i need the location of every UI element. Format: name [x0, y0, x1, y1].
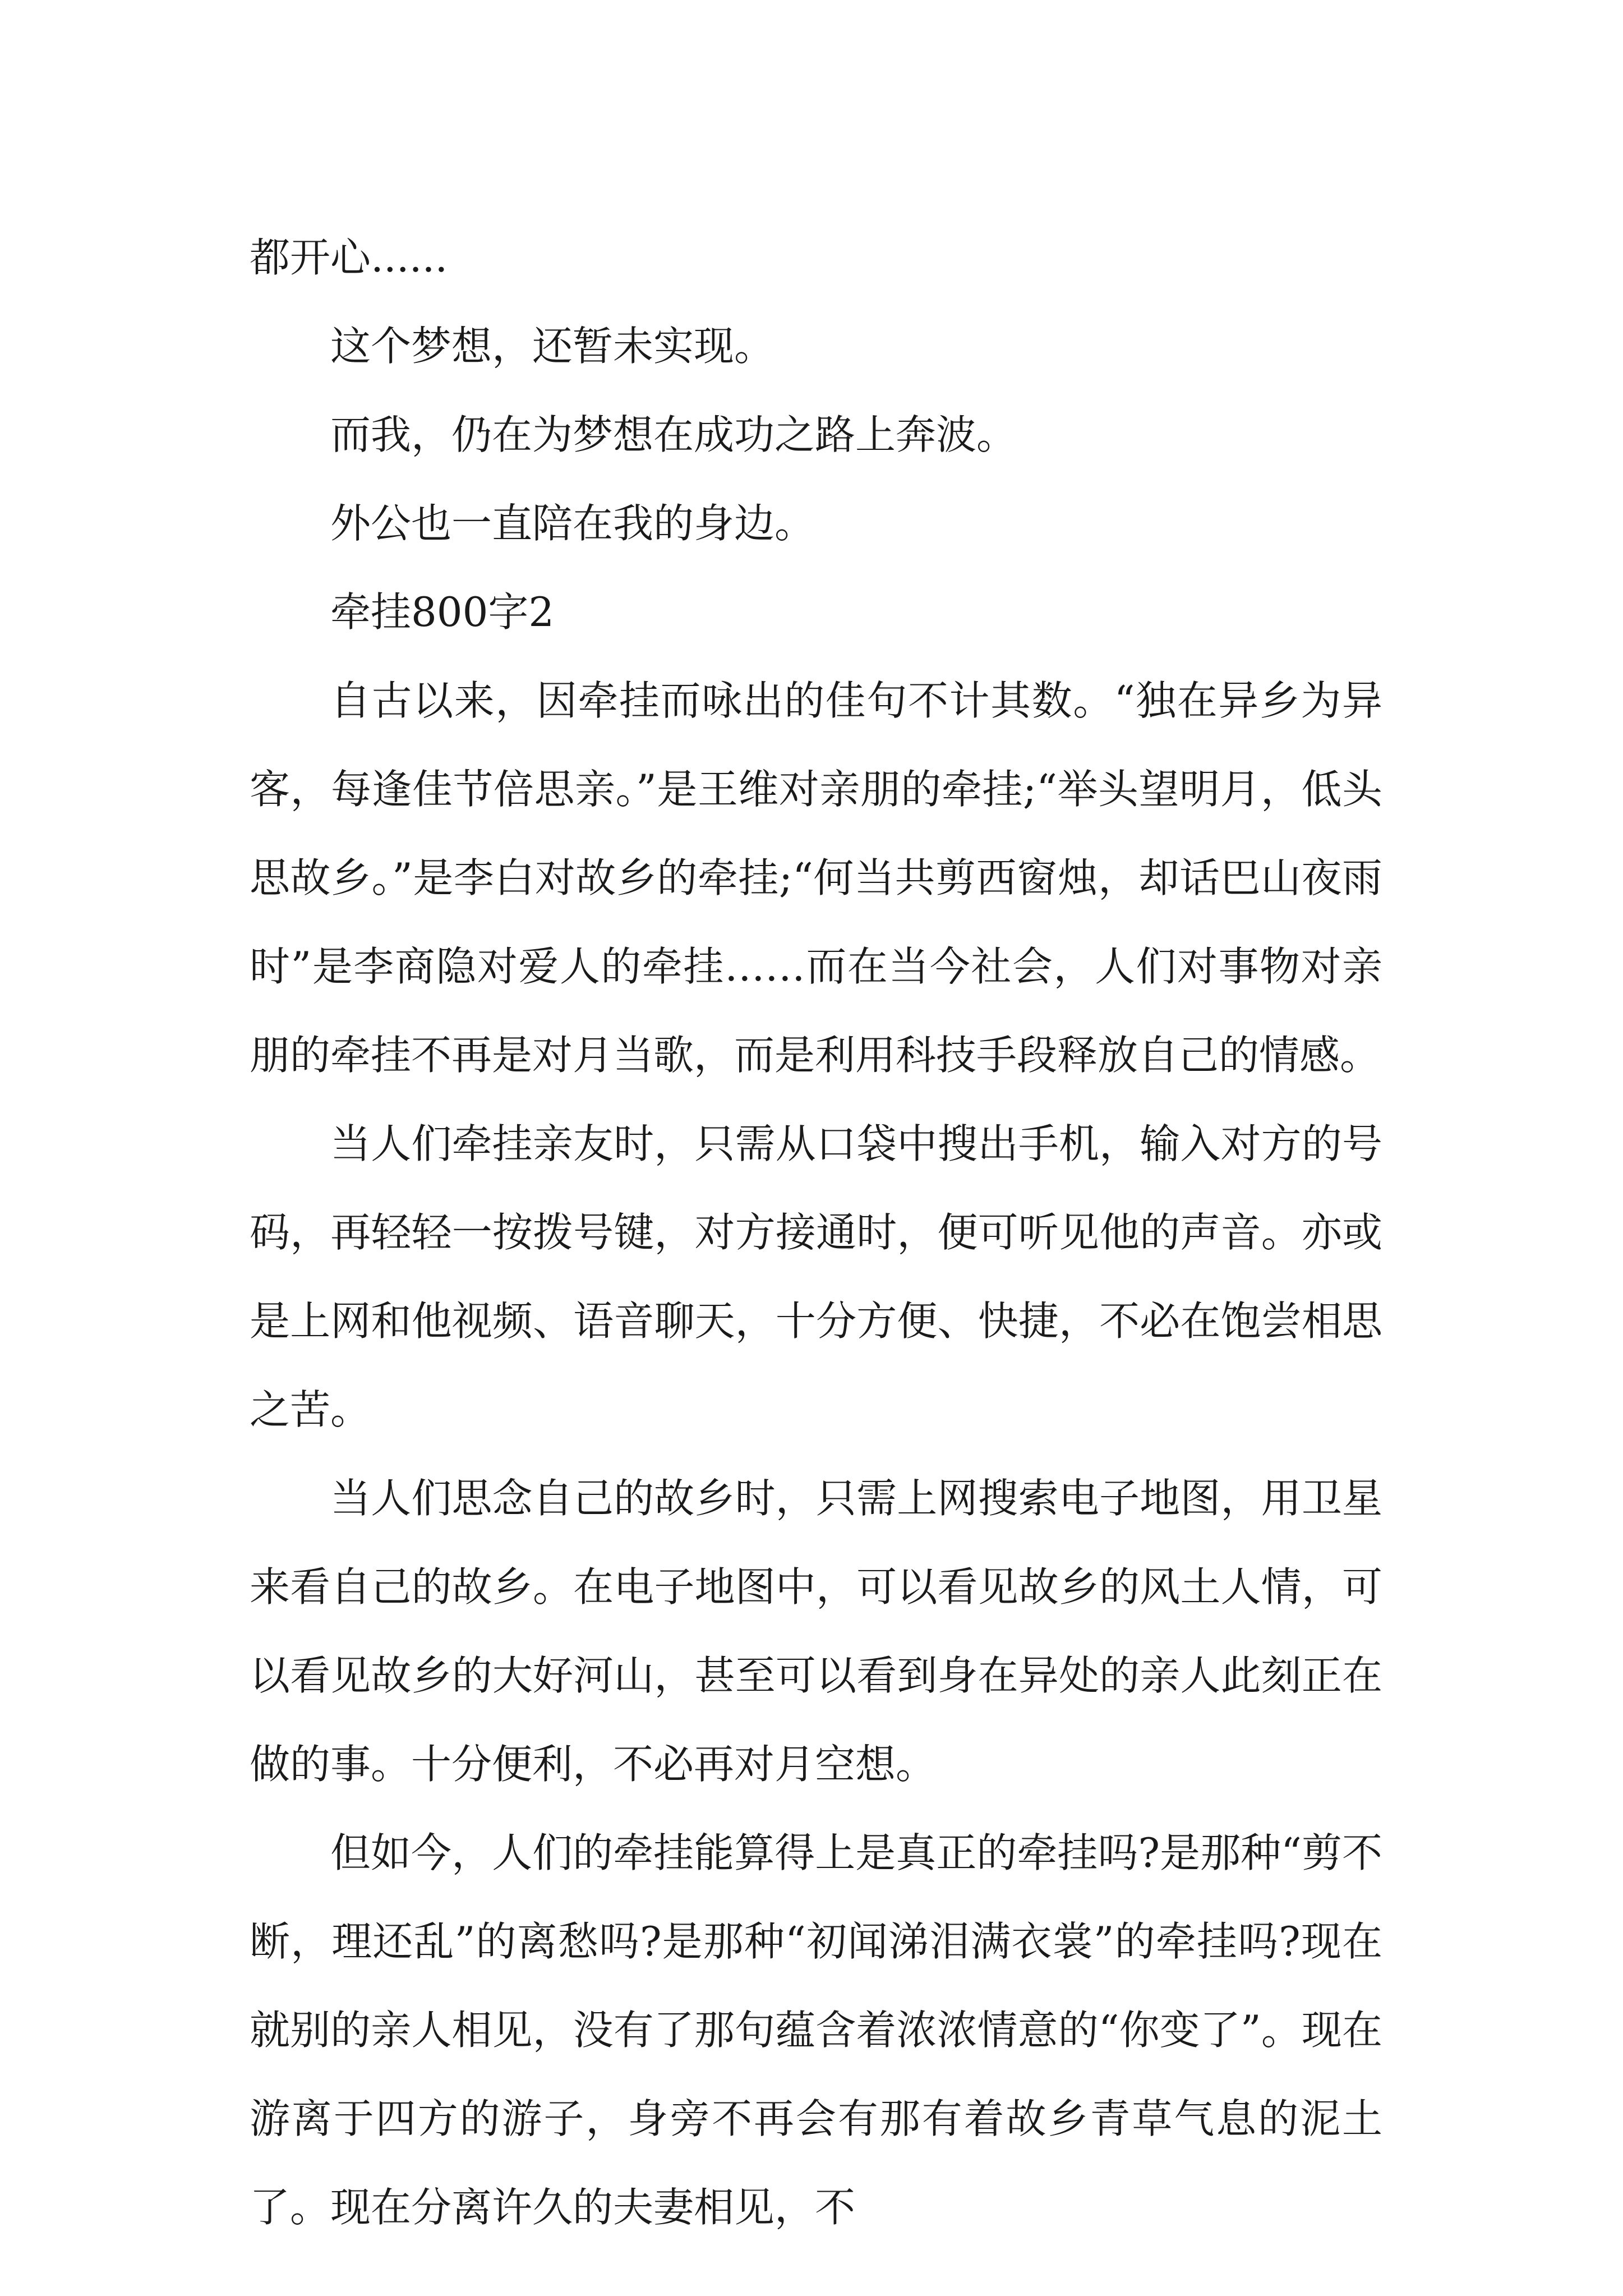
document-body [250, 213, 1382, 2252]
paragraph: 当人们牵挂亲友时，只需从口袋中搜出手机，输入对方的号码，再轻轻一按拨号键，对方接通时，便可听见他的声音。亦或是上网和他视频、语音聊天，十分方便、快捷，不必在饱尝相思之苦。 [250, 1120, 1382, 1433]
continuation-line: 都开心...... [250, 234, 448, 281]
paragraph: 这个梦想，还暂未实现。 [330, 323, 775, 370]
paragraph: 但如今，人们的牵挂能算得上是真正的牵挂吗?是那种“剪不断，理还乱”的离愁吗?是那种“初闻涕泪满衣裳”的牵挂吗?现在就别的亲人相见，没有了那句蕴含着浓浓情意的“你变了”。现在游离于四方的游子，身旁不再会有那有着故乡青草气息的泥土了。现在分离许久的夫妻相见，不 [250, 1829, 1382, 2231]
paragraph: 而我，仍在为梦想在成功之路上奔波。 [330, 411, 1017, 458]
paragraph: 自古以来，因牵挂而咏出的佳句不计其数。“独在异乡为异客，每逢佳节倍思亲。”是王维对亲朋的牵挂;“举头望明月，低头思故乡。”是李白对故乡的牵挂;“何当共剪西窗烛，却话巴山夜雨时”是李商隐对爱人的牵挂……而在当今社会，人们对事物对亲朋的牵挂不再是对月当歌，而是利用科技手段释放自己的情感。 [250, 677, 1382, 1079]
paragraph: 外公也一直陪在我的身边。 [330, 500, 815, 547]
paragraph: 当人们思念自己的故乡时，只需上网搜索电子地图，用卫星来看自己的故乡。在电子地图中，可以看见故乡的风土人情，可以看见故乡的大好河山，甚至可以看到身在异处的亲人此刻正在做的事。十分便利，不必再对月空想。 [250, 1475, 1382, 1788]
section-title: 牵挂800字2 [330, 588, 555, 636]
